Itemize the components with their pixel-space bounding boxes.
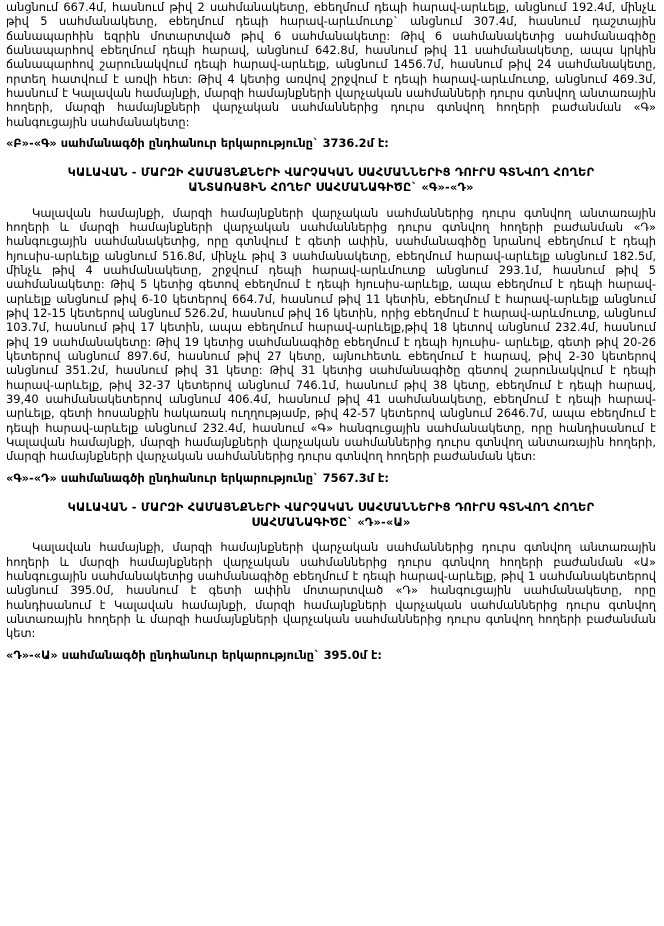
spacer (0, 195, 664, 206)
spacer (6, 464, 656, 471)
spacer (0, 485, 664, 500)
spacer (6, 641, 656, 648)
spacer (0, 529, 664, 540)
section-g-d (0, 206, 664, 486)
spacer (0, 150, 664, 165)
heading-kalavan-g-d (0, 165, 664, 194)
section-heading-2-line-2: ՍԱՀՄԱՆԱԳԻԾԸ` «Դ»-«Ա» (251, 514, 411, 529)
heading-kalavan-d-a (0, 500, 664, 529)
paragraph-continuation: անցնում 667.4մ, հասնում թիվ 2 սահմանակետը, ebեղմում դեպի հարավ-արևելք, անցնում 192.4մ, մինչև թիվ 5 սահմանակետը, ebեղմում դեպի հարավ-արևմուտք` անցնում 307.4մ, հասնում դաշտային ճանապարհին եզրին մոտարտված թիվ 6 սահմանակետը: Թիվ 6 սահմանակետից սահմանագիծը ճանապարհով ebեղմում դեպի հարավ, անցնում 642.8մ, հասնում թիվ 11 սահմանակետը, ապա կրկին ճանապարհով շարունակվում դեպի հարավ-արևելք, անցնում 1456.7մ, հասնում թիվ 24 սահմանակետը, որտեղ հատվում է առվի հետ: Թիվ 4 կետից առվով շրջվում է դեպի հարավ-արևմուտք, անցնում 469.3մ, հասնում է Կալավան համայնքի, մարզի համայնքների վարչական սահմանների դուրս գտնվող անտառային հողերի, մարզի համայնքների վարչական սահմաններից դուրս գտնվող հողերի բաժանման «Գ» հանգուցային սահմանակետը: (6, 0, 656, 129)
section-heading-line-2: ԱՆՏԱՌԱՅԻՆ ՀՈՂԵՐ ՍԱՀՄԱՆԱԳԻԾԸ` «Գ»-«Դ» (188, 180, 474, 195)
boundary-length-result-bc: «Բ»-«Գ» սահմանագծի ընդհանուր երկարությունը` 3736.2մ է: (6, 136, 389, 151)
boundary-length-result-da: «Դ»-«Ա» սահմանագծի ընդհանուր երկարությունը` 395.0մ է: (6, 647, 382, 662)
section-heading-2-line-1: ԿԱԼԱՎԱՆ - ՄԱՐԶԻ ՀԱՄԱՅՆՔՆԵՐԻ ՎԱՐՉԱԿԱՆ ՍԱՀՄԱՆՆԵՐԻՑ ԴՈՒՐՍ ԳՏՆՎՈՂ ՀՈՂԵՐ (67, 500, 595, 515)
boundary-length-result-gd: «Գ»-«Դ» սահմանագծի ընդհանուր երկարությունը` 7567.3մ է: (6, 470, 389, 485)
paragraph-body-da: Կալավան համայնքի, մարզի համայնքների վարչական սահմաններից դուրս գտնվող անտառային հողերի և մարզի համայնքների վարչական սահմաններից դուրս գտնվող հողերի բաժանման «Ա» հանգուցային սահմանակետից սահմանագիծը ebեղմում է դեպի հարավ-արևելք, թիվ 1 սահմանակետերով անցնում 395.0մ, հասնում է գետի ափին մոտարտված «Դ» հանգուցային սահմանակետը, որը հանդիսանում է Կալավան համայնքի, մարզի համայնքների վարչական սահմաններից դուրս գտնվող անտառային հողերի և մարզի համայնքների վարչական սահմաններից դուրս գտնվող հողերի բաժանման կետ: (6, 540, 656, 641)
section-d-a (0, 540, 664, 662)
spacer (6, 129, 656, 136)
section-heading-line-1: ԿԱԼԱՎԱՆ - ՄԱՐԶԻ ՀԱՄԱՅՆՔՆԵՐԻ ՎԱՐՉԱԿԱՆ ՍԱՀՄԱՆՆԵՐԻՑ ԴՈՒՐՍ ԳՏՆՎՈՂ ՀՈՂԵՐ (67, 165, 595, 180)
paragraph-body-gd: Կալավան համայնքի, մարզի համայնքների վարչական սահմաններից դուրս գտնվող անտառային հողերի և մարզի համայնքների վարչական սահմաններից դուրս գտնվող հողերի բաժանման «Դ» հանգուցային սահմանակետից, որը գտնվում է գետի ափին, սահմանագիծը նրանով ebեղմում է դեպի հյուսիս-արևելք անցնում 516.8մ, մինչև թիվ 3 սահմանակետը, ebեղմում հարավ-արևելք անցնում 182.5մ, մինչև թիվ 4 սահմանակետը, շրջվում դեպի հարավ-արևմուտք անցնում 293.1մ, հասնում թիվ 5 սահմանակետը: Թիվ 5 կետից գետով ebեղմում է դեպի հյուսիս-արևելք, ապա ebեղմում է դեպի հարավ-արևելք անցնում թիվ 6-10 կետերով 664.7մ, հասնում թիվ 11 կետին, ebեղմում է հարավ-արևելք անցնում թիվ 12-15 կետերով անցնում 526.2մ, հասնում թիվ 16 կետին, որից ebեղմում է հարավ-արևմուտք, անցնում 103.7մ, հասնում թիվ 17 կետին, ապա ebեղմում հարավ-արևելք,թիվ 18 կետով անցնում 232.4մ, հասնում թիվ 19 սահմանակետը: Թիվ 19 կետից սահմանագիծը ebեղմում է դեպի հյուսիս- արևելք, գետի թիվ 20-26 կետերով անցնում 897.6մ, հասնում թիվ 27 կետը, այնուհետև ebեղմում է հարավ, թիվ 2-30 կետերով անցնում 351.2մ, հասնում թիվ 31 կետը: Թիվ 31 կետից սահմանագիծը գետով շարունակվում է դեպի հարավ-արևելք, թիվ 32-37 կետերով անցնում 746.1մ, հասնում թիվ 38 կետը, ebեղմում է դեպի հարավ, 39,40 սահմանակետերով անցնում 406.4մ, հասնում թիվ 41 սահմանակետը, ebեղմում է դեպի հարավ-արևելք, գետի հոսանքին հակառակ ուղղությամբ, թիվ 42-57 կետերով անցնում 2646.7մ, ապա ebեղմում է դեպի հարավ-արևելք անցնում 232.4մ, հասնում «Գ» հանգուցային սահմանակետը, որը հանդիսանում է Կալավան համայնքի, մարզի համայնքների վարչական սահմաններից դուրս գտնվող անտառային հողերի, մարզի համայնքների վարչական սահմաններից դուրս գտնվող հողերի բաժանման կետ: (6, 205, 656, 464)
section-b-c (0, 0, 664, 150)
